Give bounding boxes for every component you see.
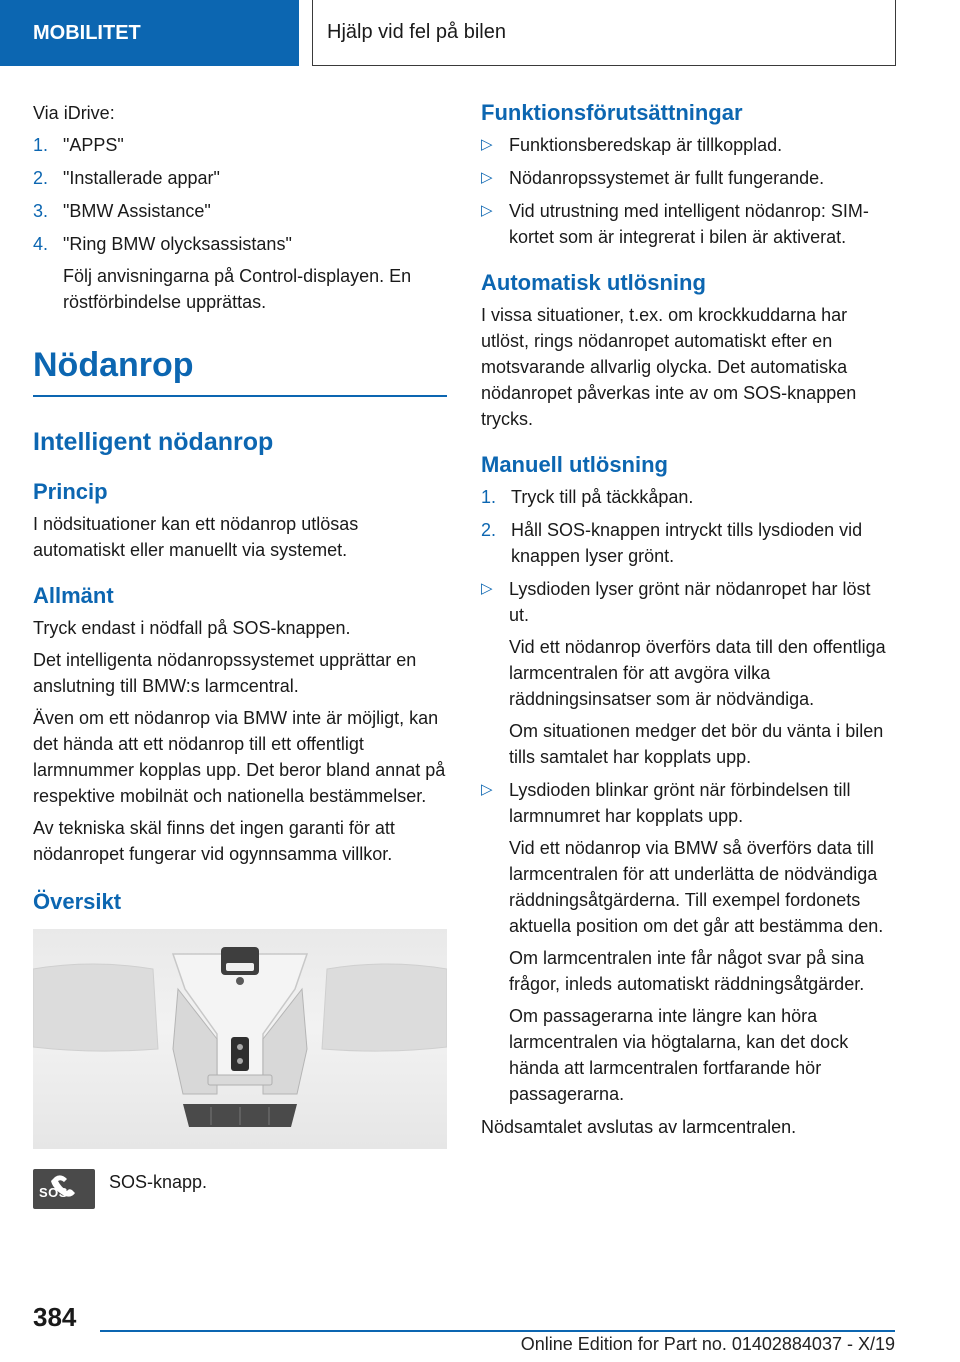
manuell-heading: Manuell utlösning — [481, 452, 668, 477]
list-item: 1. Tryck till på täckkåpan. — [481, 487, 694, 507]
page-number: 384 — [33, 1302, 77, 1332]
overhead-console-illustration — [33, 929, 447, 1149]
allmant-p2: Det intelligenta nödanropssystemet upprättar en anslutning till BMW:s larmcentral. — [33, 650, 417, 696]
list-item: 2. Håll SOS-knappen intryckt tills lysdioden vid knappen lyser grönt. — [481, 520, 863, 566]
list-item: 4. "Ring BMW olycksassistans" Följ anvisningarna på Control-displayen. En röstförbindelse upprättas. — [33, 231, 447, 315]
chapter-title: Nödanrop — [33, 345, 447, 397]
oversikt-heading: Översikt — [33, 889, 122, 914]
header-section-label: MOBILITET — [33, 21, 141, 44]
header-topic — [312, 0, 896, 66]
automatisk-text: I vissa situationer, t.ex. om krockkuddarna har utlöst, rings nödanropet automatiskt efter en motsvarande allvarlig olycka. Det automatiska nödanropet påverkas inte av om SOS-knappen trycks. — [481, 305, 857, 429]
list-item: 2. "Installerade appar" — [33, 168, 220, 188]
step-note: Följ anvisningarna på Control-displayen. En röstförbindelse upprättas. — [63, 266, 412, 312]
automatisk-heading: Automatisk utlösning — [481, 270, 706, 295]
allmant-p4: Av tekniska skäl finns det ingen garanti för att nödanropet fungerar vid ogynnsamma villkor. — [33, 818, 395, 864]
overhead-console-image — [33, 929, 447, 1149]
triangle-bullet-icon: ▷ — [481, 136, 493, 153]
idrive-steps — [33, 132, 447, 315]
manuell-results — [481, 576, 895, 1107]
triangle-bullet-icon: ▷ — [481, 781, 493, 798]
closing-text: Nödsamtalet avslutas av larmcentralen. — [481, 1117, 797, 1137]
triangle-bullet-icon: ▷ — [481, 202, 493, 219]
sos-caption-row — [33, 1169, 447, 1209]
left-column — [33, 100, 447, 1209]
triangle-bullet-icon: ▷ — [481, 169, 493, 186]
list-item: ▷ Lysdioden lyser grönt när nödanropet har löst ut. Vid ett nödanrop överförs data till den offentliga larmcentralen för att avgöra vilka räddningsinsatser som är nödvändiga. Om situationen medger det bör du vänta i bilen tills samtalet har kopplats upp. — [481, 576, 895, 770]
sos-icon — [33, 1169, 95, 1209]
list-item: 3. "BMW Assistance" — [33, 201, 211, 221]
allmant-heading: Allmänt — [33, 583, 114, 608]
footer-divider — [100, 1330, 895, 1332]
footer-edition: Online Edition for Part no. 01402884037 - X/19 — [520, 1334, 895, 1354]
section-title: Intelligent nödanrop — [33, 428, 274, 456]
forutsattningar-heading: Funktionsförutsättningar — [481, 100, 743, 125]
sos-caption: SOS-knapp. — [109, 1172, 208, 1192]
allmant-p3: Även om ett nödanrop via BMW inte är möjligt, kan det hända att ett nödanrop till ett offentligt larmnummer kopplas upp. Det beror bland annat på respektive mobilnät och nationella bestämmelser. — [33, 708, 446, 806]
header-topic-label: Hjälp vid fel på bilen — [327, 21, 506, 43]
manuell-steps — [481, 484, 895, 569]
triangle-bullet-icon: ▷ — [481, 580, 493, 597]
princip-heading: Princip — [33, 479, 108, 504]
allmant-p1: Tryck endast i nödfall på SOS-knappen. — [33, 618, 351, 638]
list-item: ▷ Vid utrustning med intelligent nödanrop: SIM-kortet som är integrerat i bilen är aktiverat. — [481, 198, 895, 250]
sos-icon-label: SOS — [39, 1185, 68, 1200]
forutsattningar-list — [481, 132, 895, 250]
princip-text: I nödsituationer kan ett nödanrop utlösas automatiskt eller manuellt via systemet. — [33, 514, 359, 560]
idrive-intro: Via iDrive: — [33, 103, 115, 123]
list-item: ▷ Nödanropssystemet är fullt fungerande. — [481, 165, 895, 191]
list-item: ▷ Funktionsberedskap är tillkopplad. — [481, 132, 895, 158]
list-item: 1. "APPS" — [33, 135, 124, 155]
list-item: ▷ Lysdioden blinkar grönt när förbindelsen till larmnumret har kopplats upp. Vid ett nödanrop via BMW så överförs data till larmcentralen för att underlätta de nödvändiga räddningsåtgärderna. Till exempel fordonets aktuella position om det går att bestämma den. Om larmcentralen inte får något svar på sina frågor, inleds automatiskt räddningsåtgärder. Om passagerarna inte längre kan höra larmcentralen via högtalarna, kan det dock hända att larmcentralen fortfarande hör passagerarna. — [481, 777, 895, 1107]
header-section-tab — [0, 0, 299, 66]
right-column — [481, 100, 895, 1146]
